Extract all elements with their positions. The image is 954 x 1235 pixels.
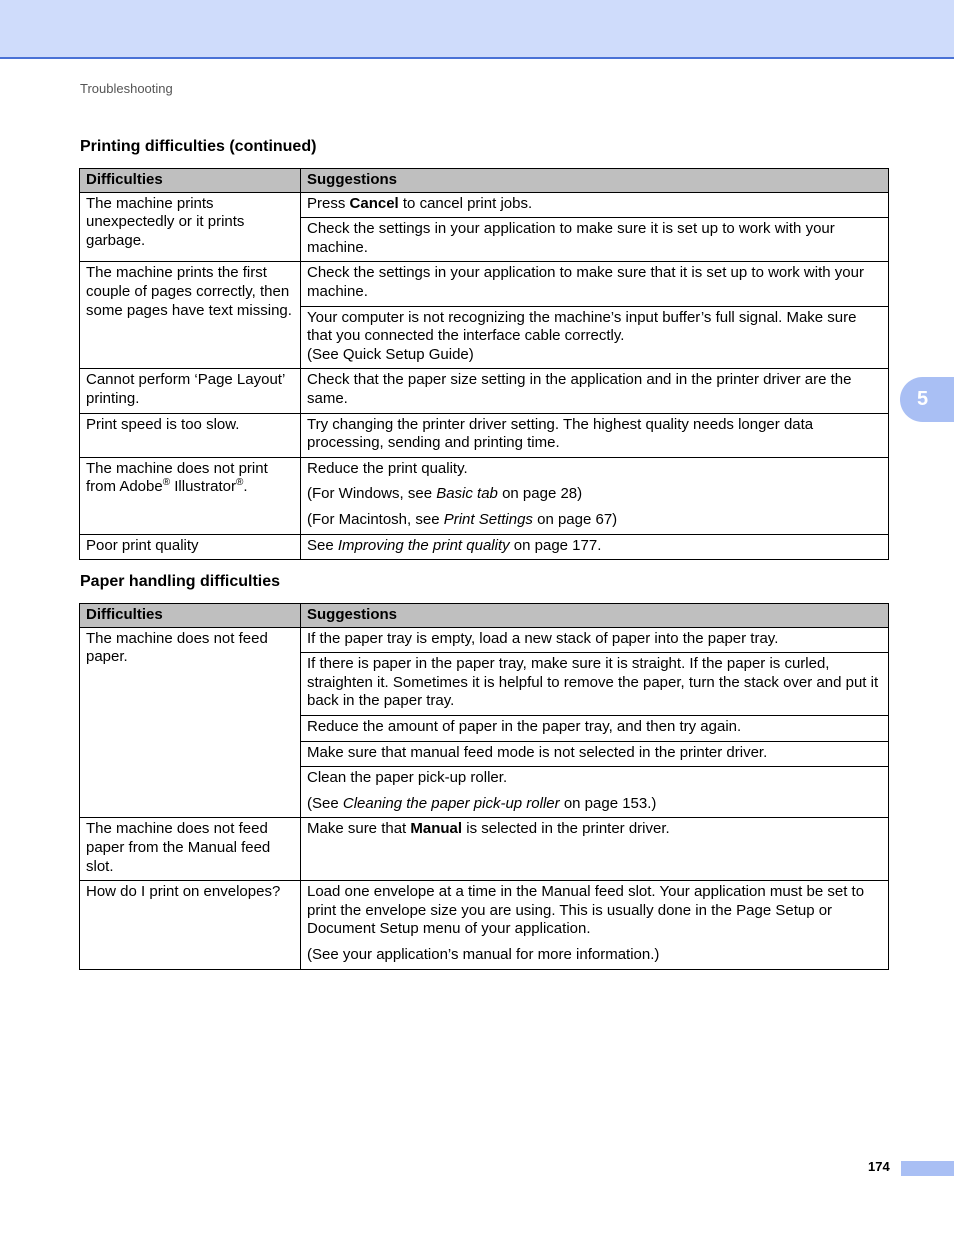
suggestion-cell: Make sure that manual feed mode is not selected in the printer driver. [301,741,889,767]
link-basic-tab[interactable]: Basic tab [436,485,498,503]
column-header-difficulties: Difficulties [80,169,301,193]
chapter-tab [900,377,954,422]
table-row [80,627,889,653]
header-band [0,0,954,59]
registered-mark: ® [162,477,171,489]
difficulty-cell: The machine prints the first couple of pages correctly, then some pages have text missing. [80,262,301,369]
table-row [80,369,889,413]
column-header-suggestions: Suggestions [301,169,889,193]
difficulty-cell: Poor print quality [80,534,301,560]
suggestion-cell: Reduce the print quality. (For Windows, see Basic tab on page 28) (For Macintosh, see Print Settings on page 67) [301,457,889,534]
difficulty-cell: The machine prints unexpectedly or it prints garbage. [80,192,301,262]
suggestion-cell: Your computer is not recognizing the machine’s input buffer’s full signal. Make sure that you connected the interface cable correctly. (See Quick Setup Guide) [301,306,889,369]
suggestion-cell: Clean the paper pick-up roller. (See Cleaning the paper pick-up roller on page 153.) [301,767,889,818]
suggestion-cell: Make sure that Manual is selected in the printer driver. [301,818,889,881]
difficulty-cell: Cannot perform ‘Page Layout’ printing. [80,369,301,413]
difficulty-cell: The machine does not feed paper from the Manual feed slot. [80,818,301,881]
suggestion-cell: Check that the paper size setting in the application and in the printer driver are the same. [301,369,889,413]
suggestion-cell: Try changing the printer driver setting. The highest quality needs longer data processing, sending and printing time. [301,413,889,457]
page-number-bar [901,1161,954,1176]
link-improving-print-quality[interactable]: Improving the print quality [337,536,510,554]
suggestion-cell: Check the settings in your application to make sure that it is set up to work with your machine. [301,262,889,306]
printing-difficulties-table [79,168,889,560]
suggestion-cell: If the paper tray is empty, load a new stack of paper into the paper tray. [301,627,889,653]
table-row [80,881,889,969]
suggestion-cell: See Improving the print quality on page 177. [301,534,889,560]
table-header-row [80,169,889,193]
chapter-number: 5 [917,388,929,410]
suggestion-cell: Check the settings in your application to make sure it is set up to work with your machine. [301,218,889,262]
suggestion-cell: If there is paper in the paper tray, make sure it is straight. If the paper is curled, straighten it. Sometimes it is helpful to remove the paper, turn the stack over and put it back in the paper tray. [301,653,889,716]
column-header-difficulties: Difficulties [80,604,301,628]
link-cleaning-roller[interactable]: Cleaning the paper pick-up roller [342,794,560,812]
table-header-row [80,604,889,628]
difficulty-cell: How do I print on envelopes? [80,881,301,969]
table-row [80,818,889,881]
paper-handling-table [79,603,889,970]
difficulty-cell: The machine does not print from Adobe® Illustrator®. [80,457,301,534]
breadcrumb: Troubleshooting [80,81,173,96]
suggestion-cell: Press Cancel to cancel print jobs. [301,192,889,218]
difficulty-cell: Print speed is too slow. [80,413,301,457]
table-row [80,413,889,457]
suggestion-cell: Reduce the amount of paper in the paper tray, and then try again. [301,715,889,741]
registered-mark: ® [235,477,244,489]
section-title-printing: Printing difficulties (continued) [80,138,317,155]
table-row [80,534,889,560]
table-row [80,192,889,218]
table-row [80,457,889,534]
link-print-settings[interactable]: Print Settings [443,510,533,528]
page-number: 174 [868,1159,890,1174]
suggestion-cell: Load one envelope at a time in the Manual feed slot. Your application must be set to print the envelope size you are using. This is usually done in the Page Setup or Document Setup menu of your application. (See your application’s manual for more information.) [301,881,889,969]
column-header-suggestions: Suggestions [301,604,889,628]
difficulty-cell: The machine does not feed paper. [80,627,301,818]
section-title-paper-handling: Paper handling difficulties [80,573,281,590]
table-row [80,262,889,306]
